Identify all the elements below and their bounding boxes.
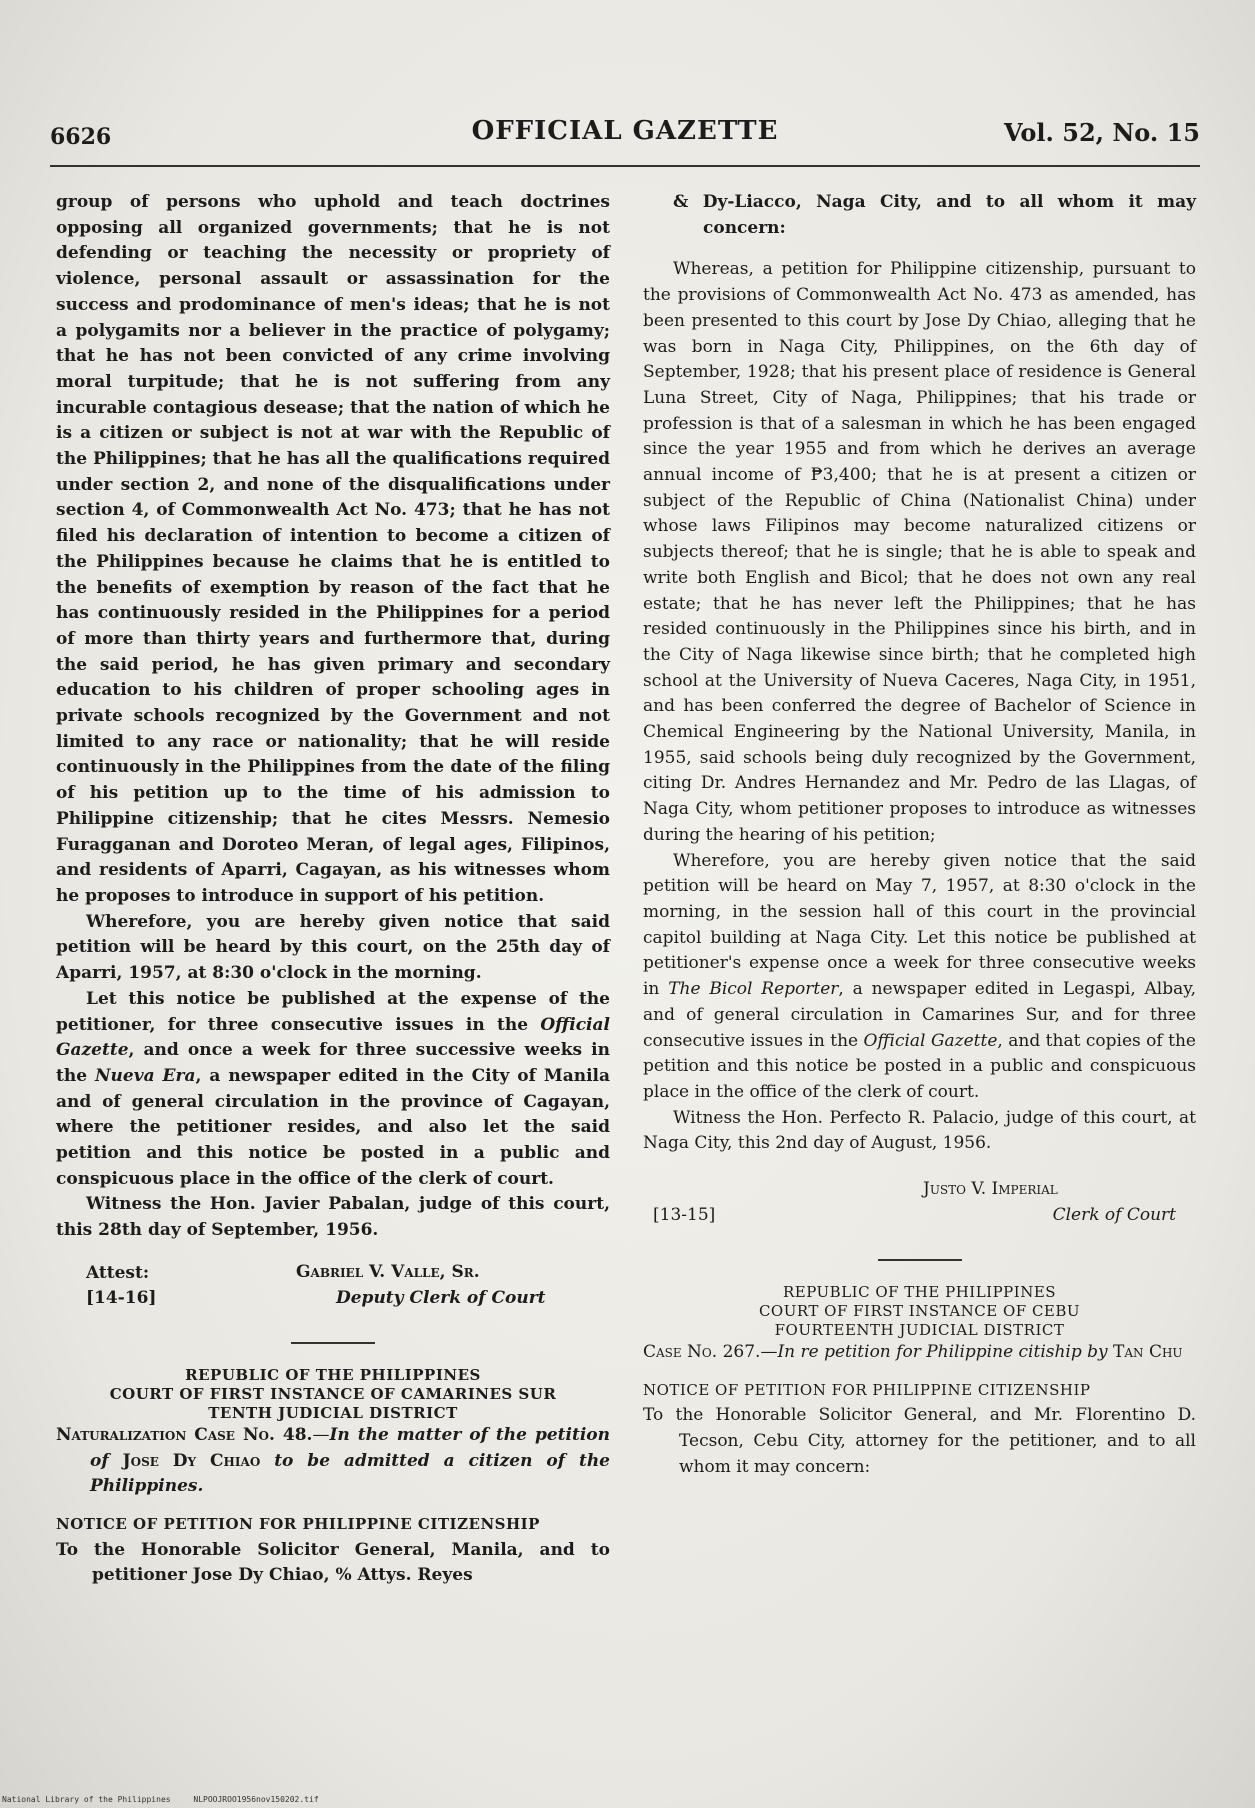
case-dash: — — [312, 1424, 330, 1445]
left-paragraph-2: Wherefore, you are hereby given notice that said petition will be heard by this court, on the 25th day of Aparri, 1957, at 8:30 o'clock in the morning. — [56, 911, 610, 984]
attest-ref: [14-16] — [86, 1287, 157, 1308]
case-name: Jose Dy Chiao — [122, 1450, 261, 1471]
footer-file: NLPOOJROO1956nov150202.tif — [193, 1795, 319, 1804]
left-p3-gazette: Official Gazette — [56, 1014, 610, 1061]
right-paragraph-1: Whereas, a petition for Philippine citizenship, pursuant to the provisions of Commonwealth Act No. 473 as amended, has been presented to this court by Jose Dy Chiao, alleging that he was born in Naga City, Philippines, on the 6th day of September, 1928; that his present place of residence is General Luna Street, City of Naga, Philippines; that his trade or profession is that of a salesman in which he has been engaged since the year 1955 and from which he derives an average annual income of ₱3,400; that he is at present a citizen or subject of the Republic of China (Nationalist China) under whose laws Filipinos may become naturalized citizens or subjects thereof; that he is single; that he is able to speak and write both English and Bicol; that he does not own any real estate; that he has never left the Philippines; that he has resided continuously in the Philippines since his birth, and in the City of Naga likewise since birth; that he completed high school at the University of Nueva Caceres, Naga City, in 1951, and has been conferred the degree of Bachelor of Science in Chemical Engineering by the National University, Manila, in 1955, said schools being duly recognized by the Government, citing Dr. Andres Hernandez and Mr. Pedro de las Llagas, of Naga City, whom petitioner proposes to introduce as witnesses during the hearing of his petition; — [643, 259, 1196, 845]
case-text-b: to be admitted a citizen of the Philippines. — [90, 1450, 610, 1497]
left-paragraph-3 — [56, 987, 610, 1193]
attest-label: Attest: — [86, 1262, 150, 1283]
notice-ref: [13-15] — [653, 1205, 716, 1226]
court-line-1: REPUBLIC OF THE PHILIPPINES — [185, 1365, 481, 1384]
footer-library: National Library of the Philippines — [2, 1795, 171, 1804]
right-paragraph-0: & Dy-Liacco, Naga City, and to all whom it may concern: — [673, 192, 1196, 238]
section-divider — [291, 1342, 375, 1344]
addressee-right: To the Honorable Solicitor General, and Mr. Florentino D. Tecson, Cebu City, attorney for the petitioner, and to all whom it may concern: — [643, 1405, 1196, 1477]
case-label: Case No. 267. — [643, 1342, 761, 1363]
page-header — [50, 112, 1200, 162]
left-paragraph-1: group of persons who uphold and teach doctrines opposing all organized governments; that he is not defending or teaching the necessity or propriety of violence, personal assault or assassination for the success and prodominance of men's ideas; that he is not a polygamits nor a believer in the practice of polygamy; that he has not been convicted of any crime involving moral turpitude; that he is not suffering from any incurable contagious desease; that the nation of which he is a citizen or subject is not at war with the Republic of the Philippines; that he has all the qualifications required under section 2, and none of the disqualifications under section 4, of Commonwealth Act No. 473; that he has not filed his declaration of intention to become a citizen of the Philippines because he claims that he is entitled to the benefits of exemption by reason of the fact that he has continuously resided in the Philippines for a period of more than thirty years and furthermore that, during the said period, he has given primary and secondary education to his children of proper schooling ages in private schools recognized by the Government and not limited to any race or nationality; that he will reside continuously in the Philippines from the date of the filing of his petition up to the time of his admission to Philippine citizenship; that he cites Messrs. Nemesio Furagganan and Doroteo Meran, of legal ages, Filipinos, and residents of Aparri, Cagayan, as his witnesses whom he proposes to introduce in support of his petition. — [56, 192, 610, 906]
court-heading-right — [643, 1283, 1196, 1340]
signer-name: Gabriel V. Valle, Sr. — [296, 1261, 480, 1282]
right-p2-part-c: , and that copies of the petition and this notice be posted in a public and conspicuous place in the office of the clerk of court. — [643, 1030, 1196, 1102]
header-rule — [50, 165, 1200, 167]
left-column — [56, 190, 610, 1589]
case-title-right — [643, 1340, 1196, 1366]
signer-name: Justo V. Imperial — [923, 1179, 1058, 1200]
left-p3-part-c: , a newspaper edited in the City of Manila and of general circulation in the province of Cagayan, where the petitioner resides, and also let the said petition and this notice be posted in a public and conspicuous place in the office of the clerk of court. — [56, 1065, 611, 1189]
left-p3-part-a: Let this notice be published at the expense of the petitioner, for three consecutive issues in the — [56, 988, 610, 1035]
addressee-left: To the Honorable Solicitor General, Manila, and to petitioner Jose Dy Chiao, % Attys. Reyes — [56, 1539, 610, 1586]
page-title: OFFICIAL GAZETTE — [471, 116, 779, 146]
case-label: Naturalization Case No. 48. — [56, 1424, 313, 1445]
case-text-a: In re petition for Philippine citiship by — [777, 1342, 1114, 1363]
volume-number: Vol. 52, No. 15 — [1004, 118, 1200, 147]
right-signature-block — [643, 1177, 1196, 1233]
court-line-1: REPUBLIC OF THE PHILIPPINES — [782, 1283, 1057, 1302]
right-column — [643, 190, 1196, 1481]
signer-title: Deputy Clerk of Court — [336, 1287, 546, 1308]
left-p3-nueva-era: Nueva Era — [94, 1065, 196, 1086]
right-p2-paper: The Bicol Reporter — [668, 979, 839, 1000]
court-line-3: TENTH JUDICIAL DISTRICT — [208, 1403, 458, 1422]
section-divider — [878, 1259, 962, 1261]
court-heading-left — [56, 1366, 610, 1423]
case-text-a: In the matter of the petition of — [90, 1424, 610, 1471]
court-line-2: COURT OF FIRST INSTANCE OF CEBU — [758, 1302, 1081, 1321]
case-title-left — [56, 1423, 610, 1500]
right-paragraph-2 — [643, 849, 1196, 1106]
right-p2-gazette: Official Gazette — [863, 1030, 998, 1051]
left-signature-block — [56, 1260, 610, 1316]
notice-title-left: NOTICE OF PETITION FOR PHILIPPINE CITIZENSHIP — [56, 1514, 540, 1533]
left-paragraph-4: Witness the Hon. Javier Pabalan, judge of this court, this 28th day of September, 1956. — [56, 1194, 610, 1241]
notice-title-right: NOTICE OF PETITION FOR PHILIPPINE CITIZENSHIP — [643, 1380, 1091, 1399]
right-paragraph-3: Witness the Hon. Perfecto R. Palacio, judge of this court, at Naga City, this 2nd day of August, 1956. — [643, 1107, 1196, 1154]
scan-footer — [2, 1795, 337, 1804]
court-line-3: FOURTEENTH JUDICIAL DISTRICT — [774, 1321, 1065, 1340]
left-p3-part-b: , and once a week for three successive weeks in the — [56, 1040, 610, 1086]
signer-title: Clerk of Court — [1052, 1205, 1176, 1226]
case-dash: — — [760, 1342, 778, 1363]
page-number: 6626 — [50, 124, 112, 150]
right-p2-part-a: Wherefore, you are hereby given notice that the said petition will be heard on May 7, 1957, at 8:30 o'clock in the morning, in the session hall of this court in the provincial capitol building at Naga City. Let this notice be published at petitioner's expense once a week for three consecutive weeks in — [643, 850, 1196, 1000]
right-p2-part-b: , a newspaper edited in Legaspi, Albay, and of general circulation in Camarines Sur, and for three consecutive issues in the — [643, 979, 1197, 1051]
court-line-2: COURT OF FIRST INSTANCE OF CAMARINES SUR — [109, 1384, 557, 1403]
case-name: Tan Chu — [1113, 1342, 1183, 1363]
